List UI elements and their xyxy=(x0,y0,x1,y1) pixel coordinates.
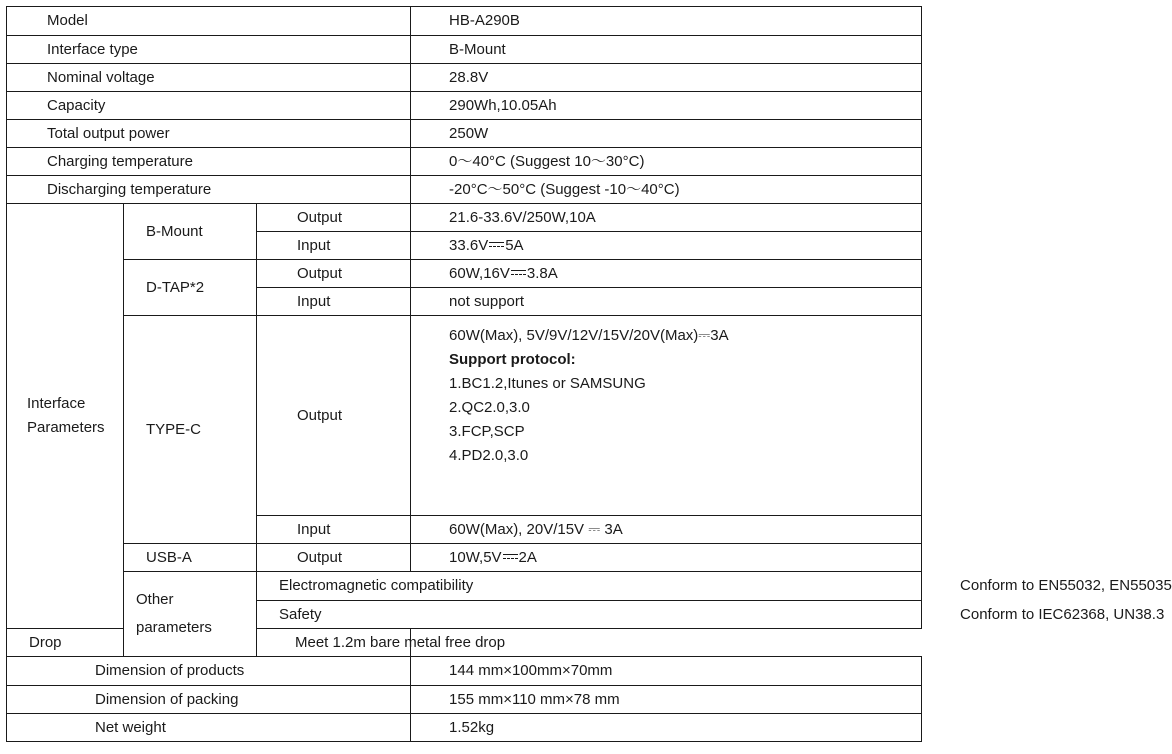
dtap-output-value-pre: 60W,16V xyxy=(449,264,510,282)
other-params-label-line2: parameters xyxy=(136,619,212,636)
table-row xyxy=(7,64,922,92)
dc-symbol-icon xyxy=(489,242,504,249)
protocol-item: 3.FCP,SCP xyxy=(449,423,525,440)
interface-params-label-line2: Parameters xyxy=(27,419,105,436)
spec-table xyxy=(6,6,1172,742)
table-row xyxy=(7,657,922,686)
total-output-value: 250W xyxy=(411,120,922,148)
model-value: HB-A290B xyxy=(411,7,922,36)
dim-packing-value: 155 mm×110 mm×78 mm xyxy=(411,686,922,714)
usba-output-value-pre: 10W,5V xyxy=(449,548,502,566)
discharging-temp-value: -20°C～50°C (Suggest -10～40°C) xyxy=(411,176,922,204)
bmount-input-value xyxy=(411,232,922,260)
table-row xyxy=(7,120,922,148)
table-row xyxy=(7,686,922,714)
table-row xyxy=(7,148,922,176)
discharging-temp-label: Discharging temperature xyxy=(7,176,411,204)
interface-params-label-line1: Interface xyxy=(27,395,86,412)
table-row xyxy=(7,544,922,572)
dtap-input-label: Input xyxy=(257,288,411,316)
dtap-output-value-post: 3.8A xyxy=(526,264,558,282)
model-label: Model xyxy=(7,7,411,36)
dc-symbol-icon xyxy=(503,554,518,561)
usba-output-label: Output xyxy=(257,544,411,572)
nominal-voltage-value: 28.8V xyxy=(411,64,922,92)
dim-packing-label: Dimension of packing xyxy=(7,686,411,714)
typec-input-value: 60W(Max), 20V/15V ⎓ 3A xyxy=(411,516,922,544)
typec-input-label: Input xyxy=(257,516,411,544)
dtap-input-value: not support xyxy=(411,288,922,316)
usba-output-value xyxy=(411,544,922,572)
drop-value: Meet 1.2m bare metal free drop xyxy=(257,629,411,657)
typec-label: TYPE-C xyxy=(124,316,257,544)
capacity-value: 290Wh,10.05Ah xyxy=(411,92,922,120)
usba-output-value-post: 2A xyxy=(518,548,537,566)
other-params-label-line1: Other xyxy=(136,591,174,608)
table-row xyxy=(7,260,922,288)
capacity-label: Capacity xyxy=(7,92,411,120)
bmount-label: B-Mount xyxy=(124,204,257,260)
bmount-input-value-post: 5A xyxy=(505,236,524,254)
dc-symbol-icon xyxy=(511,270,526,277)
table-row xyxy=(7,176,922,204)
table-row xyxy=(7,204,922,232)
table-row xyxy=(7,92,922,120)
table-row xyxy=(7,316,922,516)
dim-products-label: Dimension of products xyxy=(7,657,411,686)
dtap-output-label: Output xyxy=(257,260,411,288)
protocol-item: 1.BC1.2,Itunes or SAMSUNG xyxy=(449,375,646,392)
protocol-item: 4.PD2.0,3.0 xyxy=(449,447,529,464)
bmount-input-value-pre: 33.6V xyxy=(449,236,489,254)
table-row xyxy=(7,7,922,36)
drop-label: Drop xyxy=(7,629,257,657)
typec-output-line1: 60W(Max), 5V/9V/12V/15V/20V(Max)⎓3A xyxy=(449,327,729,344)
bmount-output-value: 21.6-33.6V/250W,10A xyxy=(411,204,922,232)
protocol-heading: Support protocol: xyxy=(449,351,576,368)
table-row xyxy=(7,36,922,64)
dtap-output-value xyxy=(411,260,922,288)
nominal-voltage-label: Nominal voltage xyxy=(7,64,411,92)
interface-type-label: Interface type xyxy=(7,36,411,64)
emc-label: Electromagnetic compatibility xyxy=(257,572,922,601)
bmount-input-label: Input xyxy=(257,232,411,260)
safety-label: Safety xyxy=(257,601,922,629)
typec-output-value xyxy=(411,316,922,516)
protocol-item: 2.QC2.0,3.0 xyxy=(449,399,530,416)
interface-type-value: B-Mount xyxy=(411,36,922,64)
dtap-label: D-TAP*2 xyxy=(124,260,257,316)
total-output-label: Total output power xyxy=(7,120,411,148)
interface-params-label xyxy=(7,204,124,629)
charging-temp-value: 0～40°C (Suggest 10～30°C) xyxy=(411,148,922,176)
table-row: Safety Conform to IEC62368, UN38.3 xyxy=(7,601,922,629)
usba-label: USB-A xyxy=(124,544,257,572)
net-weight-value: 1.52kg xyxy=(411,714,922,742)
typec-output-label: Output xyxy=(257,316,411,516)
charging-temp-label: Charging temperature xyxy=(7,148,411,176)
table-row xyxy=(7,714,922,742)
dim-products-value: 144 mm×100mm×70mm xyxy=(411,657,922,686)
net-weight-label: Net weight xyxy=(7,714,411,742)
table-row: Other parameters Electromagnetic compatibility Conform to EN55032, EN55035 xyxy=(7,572,922,601)
bmount-output-label: Output xyxy=(257,204,411,232)
